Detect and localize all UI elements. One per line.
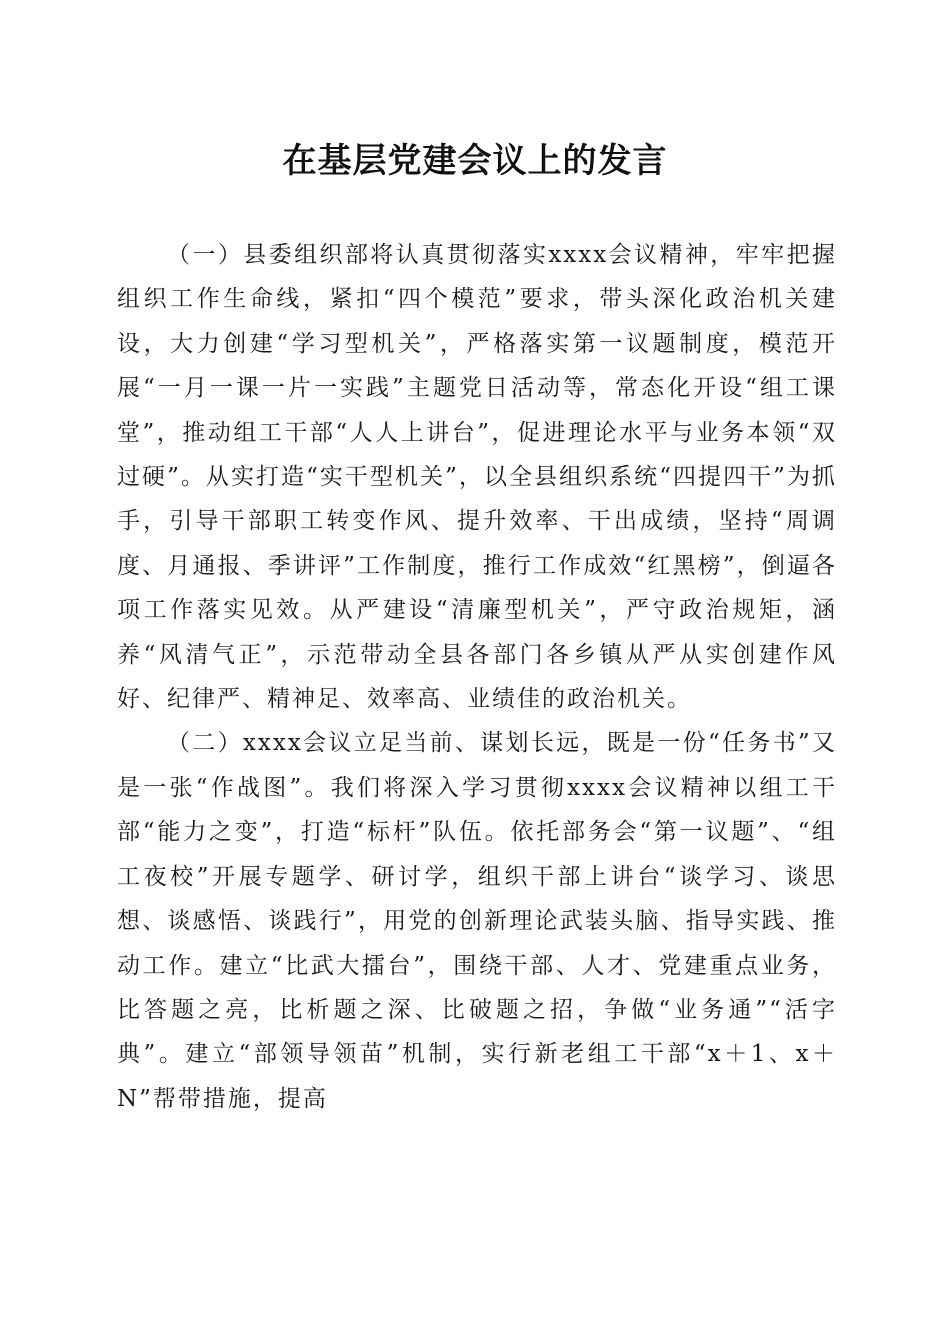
document-title: 在基层党建会议上的发言 bbox=[282, 141, 668, 181]
paragraph-1: （一）县委组织部将认真贯彻落实xxxx会议精神，牢牢把握组织工作生命线，紧扣“四个模范”要求，带头深化政治机关建设，大力创建“学习型机关”，严格落实第一议题制度，模范开展“一月一课一片一实践”主题党日活动等，常态化开设“组工课堂”，推动组工干部“人人上讲台”，促进理论水平与业务本领“双过硬”。从实打造“实干型机关”，以全县组织系统“四提四干”为抓手，引导干部职工转变作风、提升效率、干出成绩，坚持“周调度、月通报、季讲评”工作制度，推行工作成效“红黑榜”，倒逼各项工作落实见效。从严建设“清廉型机关”，严守政治规矩，涵养“风清气正”，示范带动全县各部门各乡镇从严从实创建作风好、纪律严、精神足、效率高、业绩佳的政治机关。 bbox=[117, 242, 837, 713]
paragraph-2: （二）xxxx会议立足当前、谋划长远，既是一份“任务书”又是一张“作战图”。我们将深入学习贯彻xxxx会议精神以组工干部“能力之变”，打造“标杆”队伍。依托部务会“第一议题”、“组工夜校”开展专题学、研讨学，组织干部上讲台“谈学习、谈思想、谈感悟、谈践行”，用党的创新理论武装头脑、指导实践、推动工作。建立“比武大擂台”，围绕干部、人才、党建重点业务，比答题之亮，比析题之深、比破题之招，争做“业务通”“活字典”。建立“部领导领苗”机制，实行新老组工干部“x＋1、x＋N”帮带措施，提高 bbox=[117, 730, 837, 1112]
document-body bbox=[117, 233, 837, 1121]
